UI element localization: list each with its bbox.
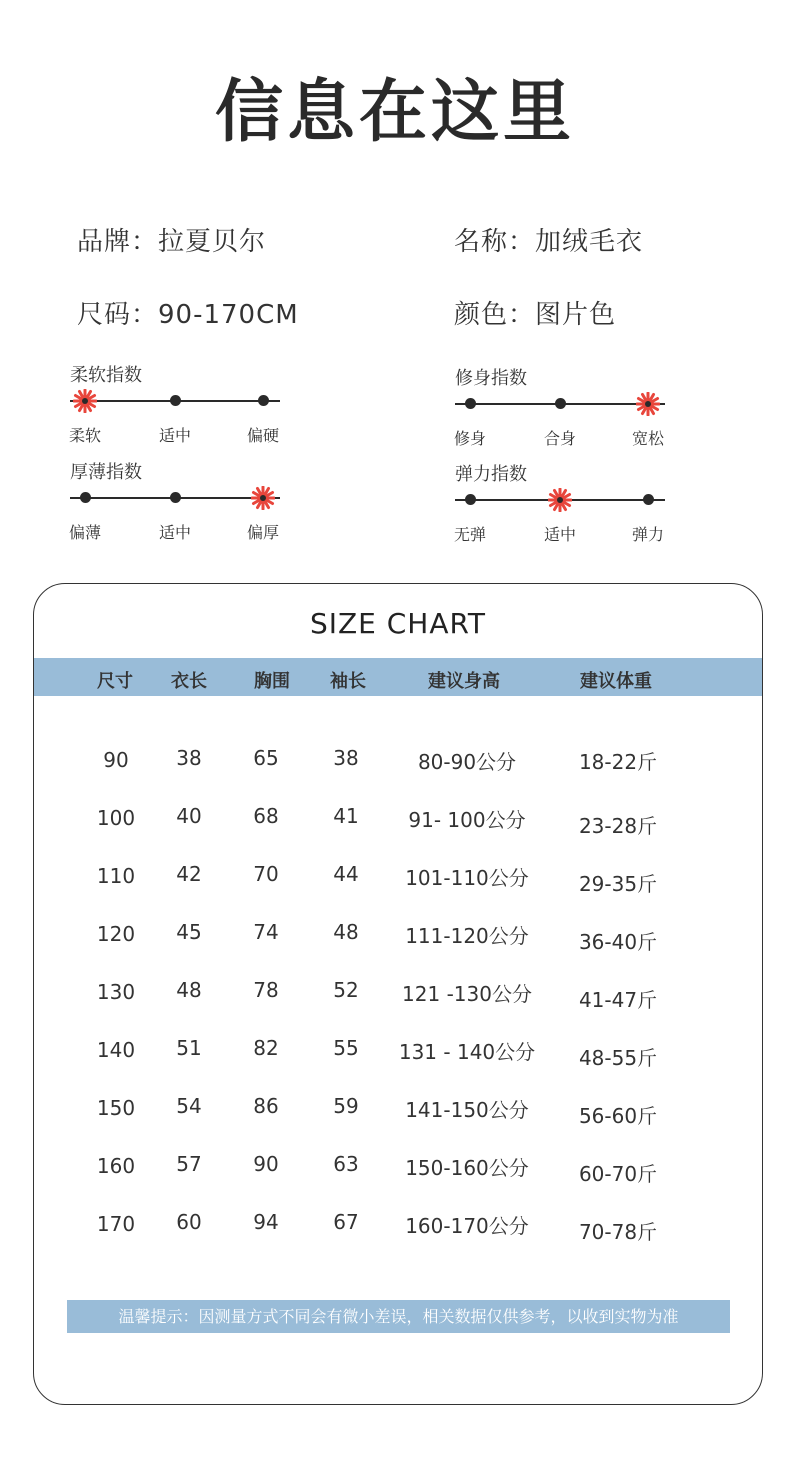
header-weight: 建议体重 bbox=[580, 671, 652, 692]
table-cell: 70 bbox=[253, 862, 279, 886]
table-cell: 59 bbox=[333, 1094, 359, 1118]
table-cell: 23-28斤 bbox=[578, 814, 658, 838]
table-cell: 91- 100公分 bbox=[408, 808, 526, 832]
table-cell: 140 bbox=[96, 1038, 136, 1062]
elasticity-scale bbox=[455, 460, 715, 570]
dot-icon bbox=[465, 398, 476, 409]
table-cell: 29-35斤 bbox=[578, 872, 658, 896]
table-cell: 100 bbox=[96, 806, 136, 830]
header-sleeve: 袖长 bbox=[330, 671, 366, 692]
product-name-info: 名称：加绒毛衣 bbox=[454, 227, 644, 257]
table-cell: 78 bbox=[253, 978, 279, 1002]
softness-scale bbox=[70, 361, 330, 471]
scale-title: 弹力指数 bbox=[455, 464, 527, 485]
header-length: 衣长 bbox=[171, 671, 207, 692]
dot-icon bbox=[258, 395, 269, 406]
table-cell: 48 bbox=[333, 920, 359, 944]
table-cell: 54 bbox=[176, 1094, 202, 1118]
table-cell: 60 bbox=[176, 1210, 202, 1234]
table-cell: 44 bbox=[333, 862, 359, 886]
table-cell: 38 bbox=[176, 746, 202, 770]
table-cell: 40 bbox=[176, 804, 202, 828]
table-cell: 170 bbox=[96, 1212, 136, 1236]
header-chest: 胸围 bbox=[254, 671, 290, 692]
table-cell: 131 - 140公分 bbox=[398, 1040, 536, 1064]
flower-icon bbox=[636, 392, 660, 416]
dot-icon bbox=[170, 492, 181, 503]
table-cell: 90 bbox=[103, 748, 129, 772]
flower-icon bbox=[251, 486, 275, 510]
table-cell: 74 bbox=[253, 920, 279, 944]
scale-title: 柔软指数 bbox=[70, 365, 142, 386]
table-cell: 52 bbox=[333, 978, 359, 1002]
thickness-scale bbox=[70, 458, 330, 568]
table-cell: 120 bbox=[96, 922, 136, 946]
table-cell: 36-40斤 bbox=[578, 930, 658, 954]
page-title: 信息在这里 bbox=[214, 73, 575, 152]
scale-label: 偏薄 bbox=[68, 523, 102, 542]
dot-icon bbox=[170, 395, 181, 406]
scale-label: 适中 bbox=[158, 523, 192, 542]
dot-icon bbox=[80, 492, 91, 503]
table-cell: 65 bbox=[253, 746, 279, 770]
table-cell: 101-110公分 bbox=[405, 866, 529, 890]
table-cell: 41 bbox=[333, 804, 359, 828]
table-cell: 160-170公分 bbox=[405, 1214, 529, 1238]
fit-scale bbox=[455, 364, 715, 474]
table-cell: 60-70斤 bbox=[578, 1162, 658, 1186]
table-cell: 63 bbox=[333, 1152, 359, 1176]
flower-icon bbox=[73, 389, 97, 413]
brand-info: 品牌：拉夏贝尔 bbox=[77, 227, 267, 257]
table-cell: 150 bbox=[96, 1096, 136, 1120]
size-chart-header-bar bbox=[34, 658, 762, 696]
table-cell: 160 bbox=[96, 1154, 136, 1178]
dot-icon bbox=[643, 494, 654, 505]
table-cell: 55 bbox=[333, 1036, 359, 1060]
dot-icon bbox=[555, 398, 566, 409]
table-cell: 82 bbox=[253, 1036, 279, 1060]
scale-label: 无弹 bbox=[453, 525, 487, 544]
table-cell: 130 bbox=[96, 980, 136, 1004]
scale-label: 适中 bbox=[158, 426, 192, 445]
table-cell: 57 bbox=[176, 1152, 202, 1176]
flower-icon bbox=[548, 488, 572, 512]
scale-label: 适中 bbox=[543, 525, 577, 544]
scale-label: 修身 bbox=[453, 429, 487, 448]
scale-title: 厚薄指数 bbox=[70, 462, 142, 483]
table-cell: 56-60斤 bbox=[578, 1104, 658, 1128]
table-cell: 48 bbox=[176, 978, 202, 1002]
size-range-info: 尺码：90-170CM bbox=[77, 300, 299, 330]
table-cell: 94 bbox=[253, 1210, 279, 1234]
table-cell: 141-150公分 bbox=[405, 1098, 529, 1122]
scale-label: 合身 bbox=[543, 429, 577, 448]
table-cell: 68 bbox=[253, 804, 279, 828]
table-cell: 110 bbox=[96, 864, 136, 888]
scale-label: 偏厚 bbox=[246, 523, 280, 542]
scale-title: 修身指数 bbox=[455, 368, 527, 389]
table-cell: 90 bbox=[253, 1152, 279, 1176]
table-cell: 121 -130公分 bbox=[402, 982, 532, 1006]
header-height: 建议身高 bbox=[428, 671, 500, 692]
table-cell: 150-160公分 bbox=[405, 1156, 529, 1180]
scale-label: 宽松 bbox=[631, 429, 665, 448]
size-chart-title: SIZE CHART bbox=[309, 607, 487, 640]
color-info: 颜色：图片色 bbox=[454, 300, 617, 330]
table-cell: 51 bbox=[176, 1036, 202, 1060]
table-cell: 18-22斤 bbox=[578, 750, 658, 774]
table-cell: 48-55斤 bbox=[578, 1046, 658, 1070]
table-cell: 67 bbox=[333, 1210, 359, 1234]
table-cell: 70-78斤 bbox=[578, 1220, 658, 1244]
scale-label: 柔软 bbox=[68, 426, 102, 445]
table-cell: 80-90公分 bbox=[417, 750, 517, 774]
table-cell: 38 bbox=[333, 746, 359, 770]
table-cell: 42 bbox=[176, 862, 202, 886]
measurement-note: 温馨提示：因测量方式不同会有微小差误，相关数据仅供参考，以收到实物为准 bbox=[67, 1300, 730, 1333]
table-cell: 86 bbox=[253, 1094, 279, 1118]
table-cell: 41-47斤 bbox=[578, 988, 658, 1012]
header-size: 尺寸 bbox=[97, 671, 133, 692]
table-cell: 111-120公分 bbox=[405, 924, 529, 948]
dot-icon bbox=[465, 494, 476, 505]
table-cell: 45 bbox=[176, 920, 202, 944]
scale-label: 偏硬 bbox=[246, 426, 280, 445]
scale-label: 弹力 bbox=[631, 525, 665, 544]
